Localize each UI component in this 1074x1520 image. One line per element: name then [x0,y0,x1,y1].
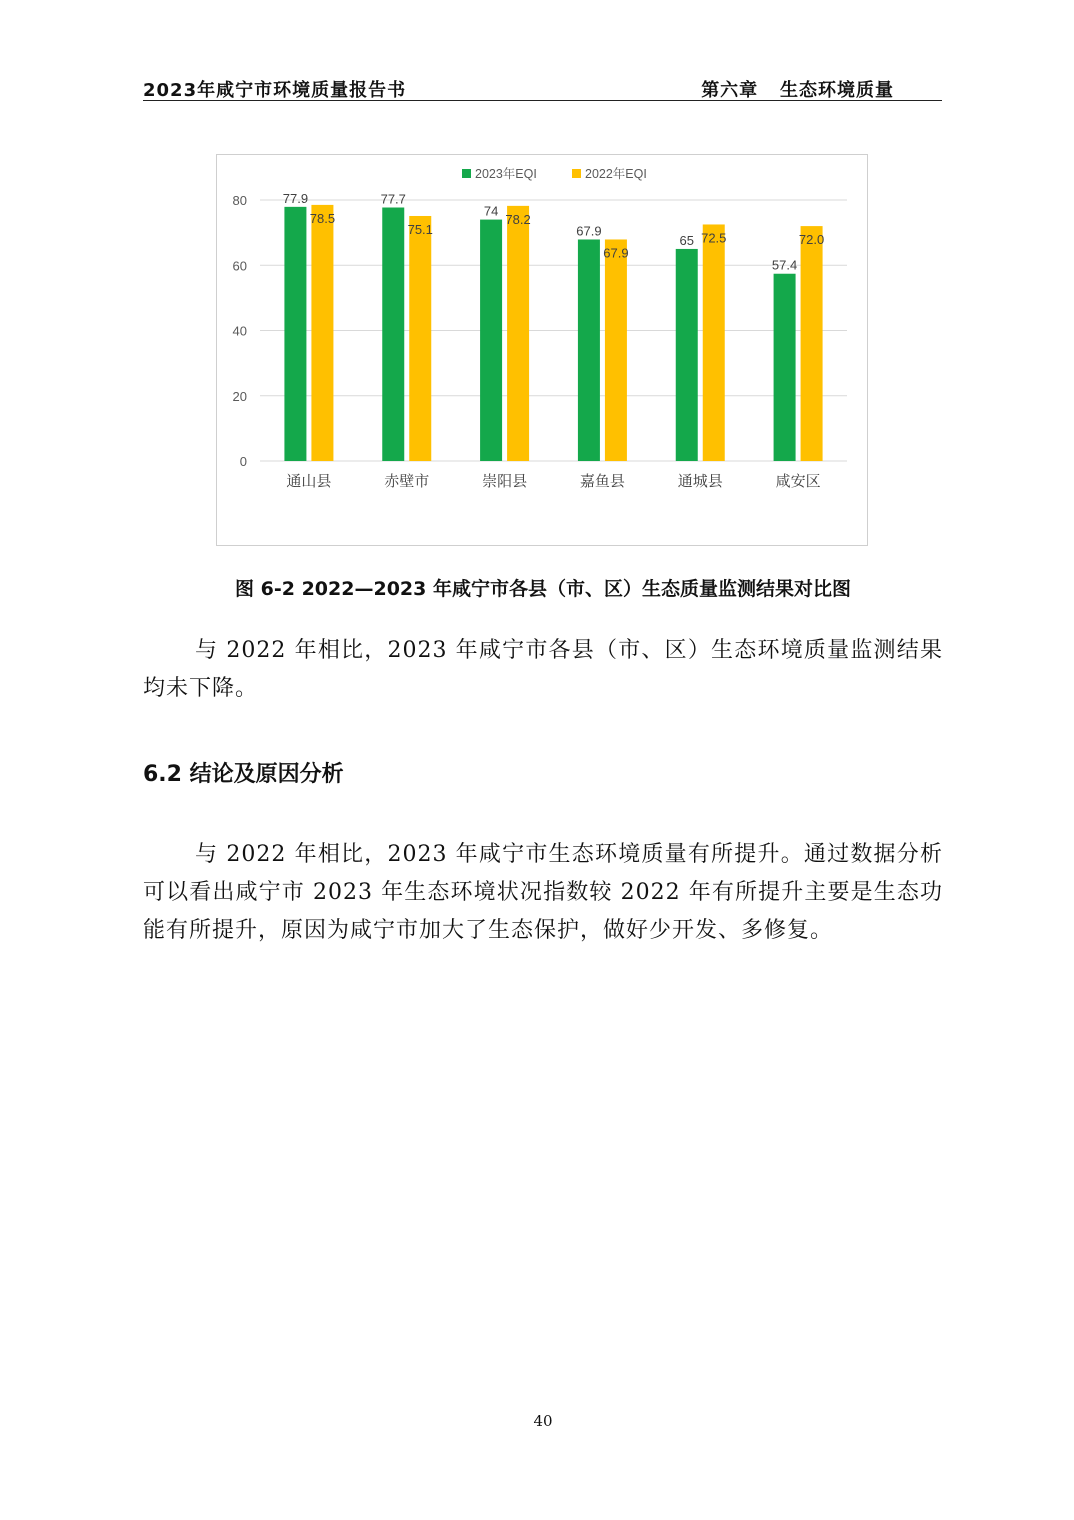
y-tick-label: 40 [232,323,247,339]
figure-caption: 图 6-2 2022—2023 年咸宁市各县（市、区）生态质量监测结果对比图 [235,578,851,600]
bar-chart [217,155,867,545]
legend-label-0: 2023年EQI [475,167,537,181]
bar-2023 [382,208,404,461]
bar-2022 [798,226,825,461]
section-heading: 6.2 结论及原因分析 [143,762,344,787]
page-number: 40 [533,1412,553,1430]
bar-2022 [409,216,431,461]
data-label: 78.5 [309,210,336,226]
data-label: 77.9 [282,190,309,206]
x-tick-label: 赤壁市 [384,473,430,490]
data-label: 72.5 [701,230,727,246]
data-label: 72.0 [798,232,825,248]
paragraph-2: 与 2022 年相比，2023 年咸宁市生态环境质量有所提升。通过数据分析可以看出咸宁市 2023 年生态环境状况指数较 2022 年有所提升主要是生态功能有所提升，原因为咸宁市加大了生态保护，做好少开发、多修复。 [143,842,943,943]
header-right: 第六章 生态环境质量 [701,80,894,101]
data-label: 77.7 [380,191,406,207]
bar-2023 [774,274,796,461]
x-tick-label: 崇阳县 [482,473,528,490]
data-label: 74 [483,203,499,219]
bar-2022 [605,239,627,461]
bar-2023 [676,249,698,461]
data-label: 67.9 [603,245,629,261]
y-tick-label: 80 [232,193,247,208]
legend-swatch-1 [572,169,581,178]
legend-label-1: 2022年EQI [585,167,647,181]
y-tick-label: 60 [232,258,247,274]
paragraph-1: 与 2022 年相比，2023 年咸宁市各县（市、区）生态环境质量监测结果均未下降。 [143,638,943,701]
bar-2022 [309,205,336,461]
legend-swatch-0 [462,169,471,178]
bar-2023 [480,220,502,461]
bar-2022 [507,206,529,461]
x-tick-label: 咸安区 [775,473,821,490]
data-label: 67.9 [576,223,602,239]
x-tick-label: 通山县 [286,473,332,490]
header-rule [143,100,942,101]
bar-2023 [578,239,600,461]
chart-frame [216,154,868,546]
data-label: 65 [679,232,694,248]
bar-2023 [284,207,306,461]
data-label: 57.4 [771,257,798,273]
y-tick-label: 0 [239,454,247,469]
data-label: 78.2 [505,211,531,227]
y-tick-label: 20 [232,388,247,404]
x-tick-label: 通城县 [677,473,723,490]
bar-2022 [703,224,725,461]
x-tick-label: 嘉鱼县 [579,473,625,490]
header-left: 2023年咸宁市环境质量报告书 [143,80,407,101]
data-label: 75.1 [407,221,433,237]
